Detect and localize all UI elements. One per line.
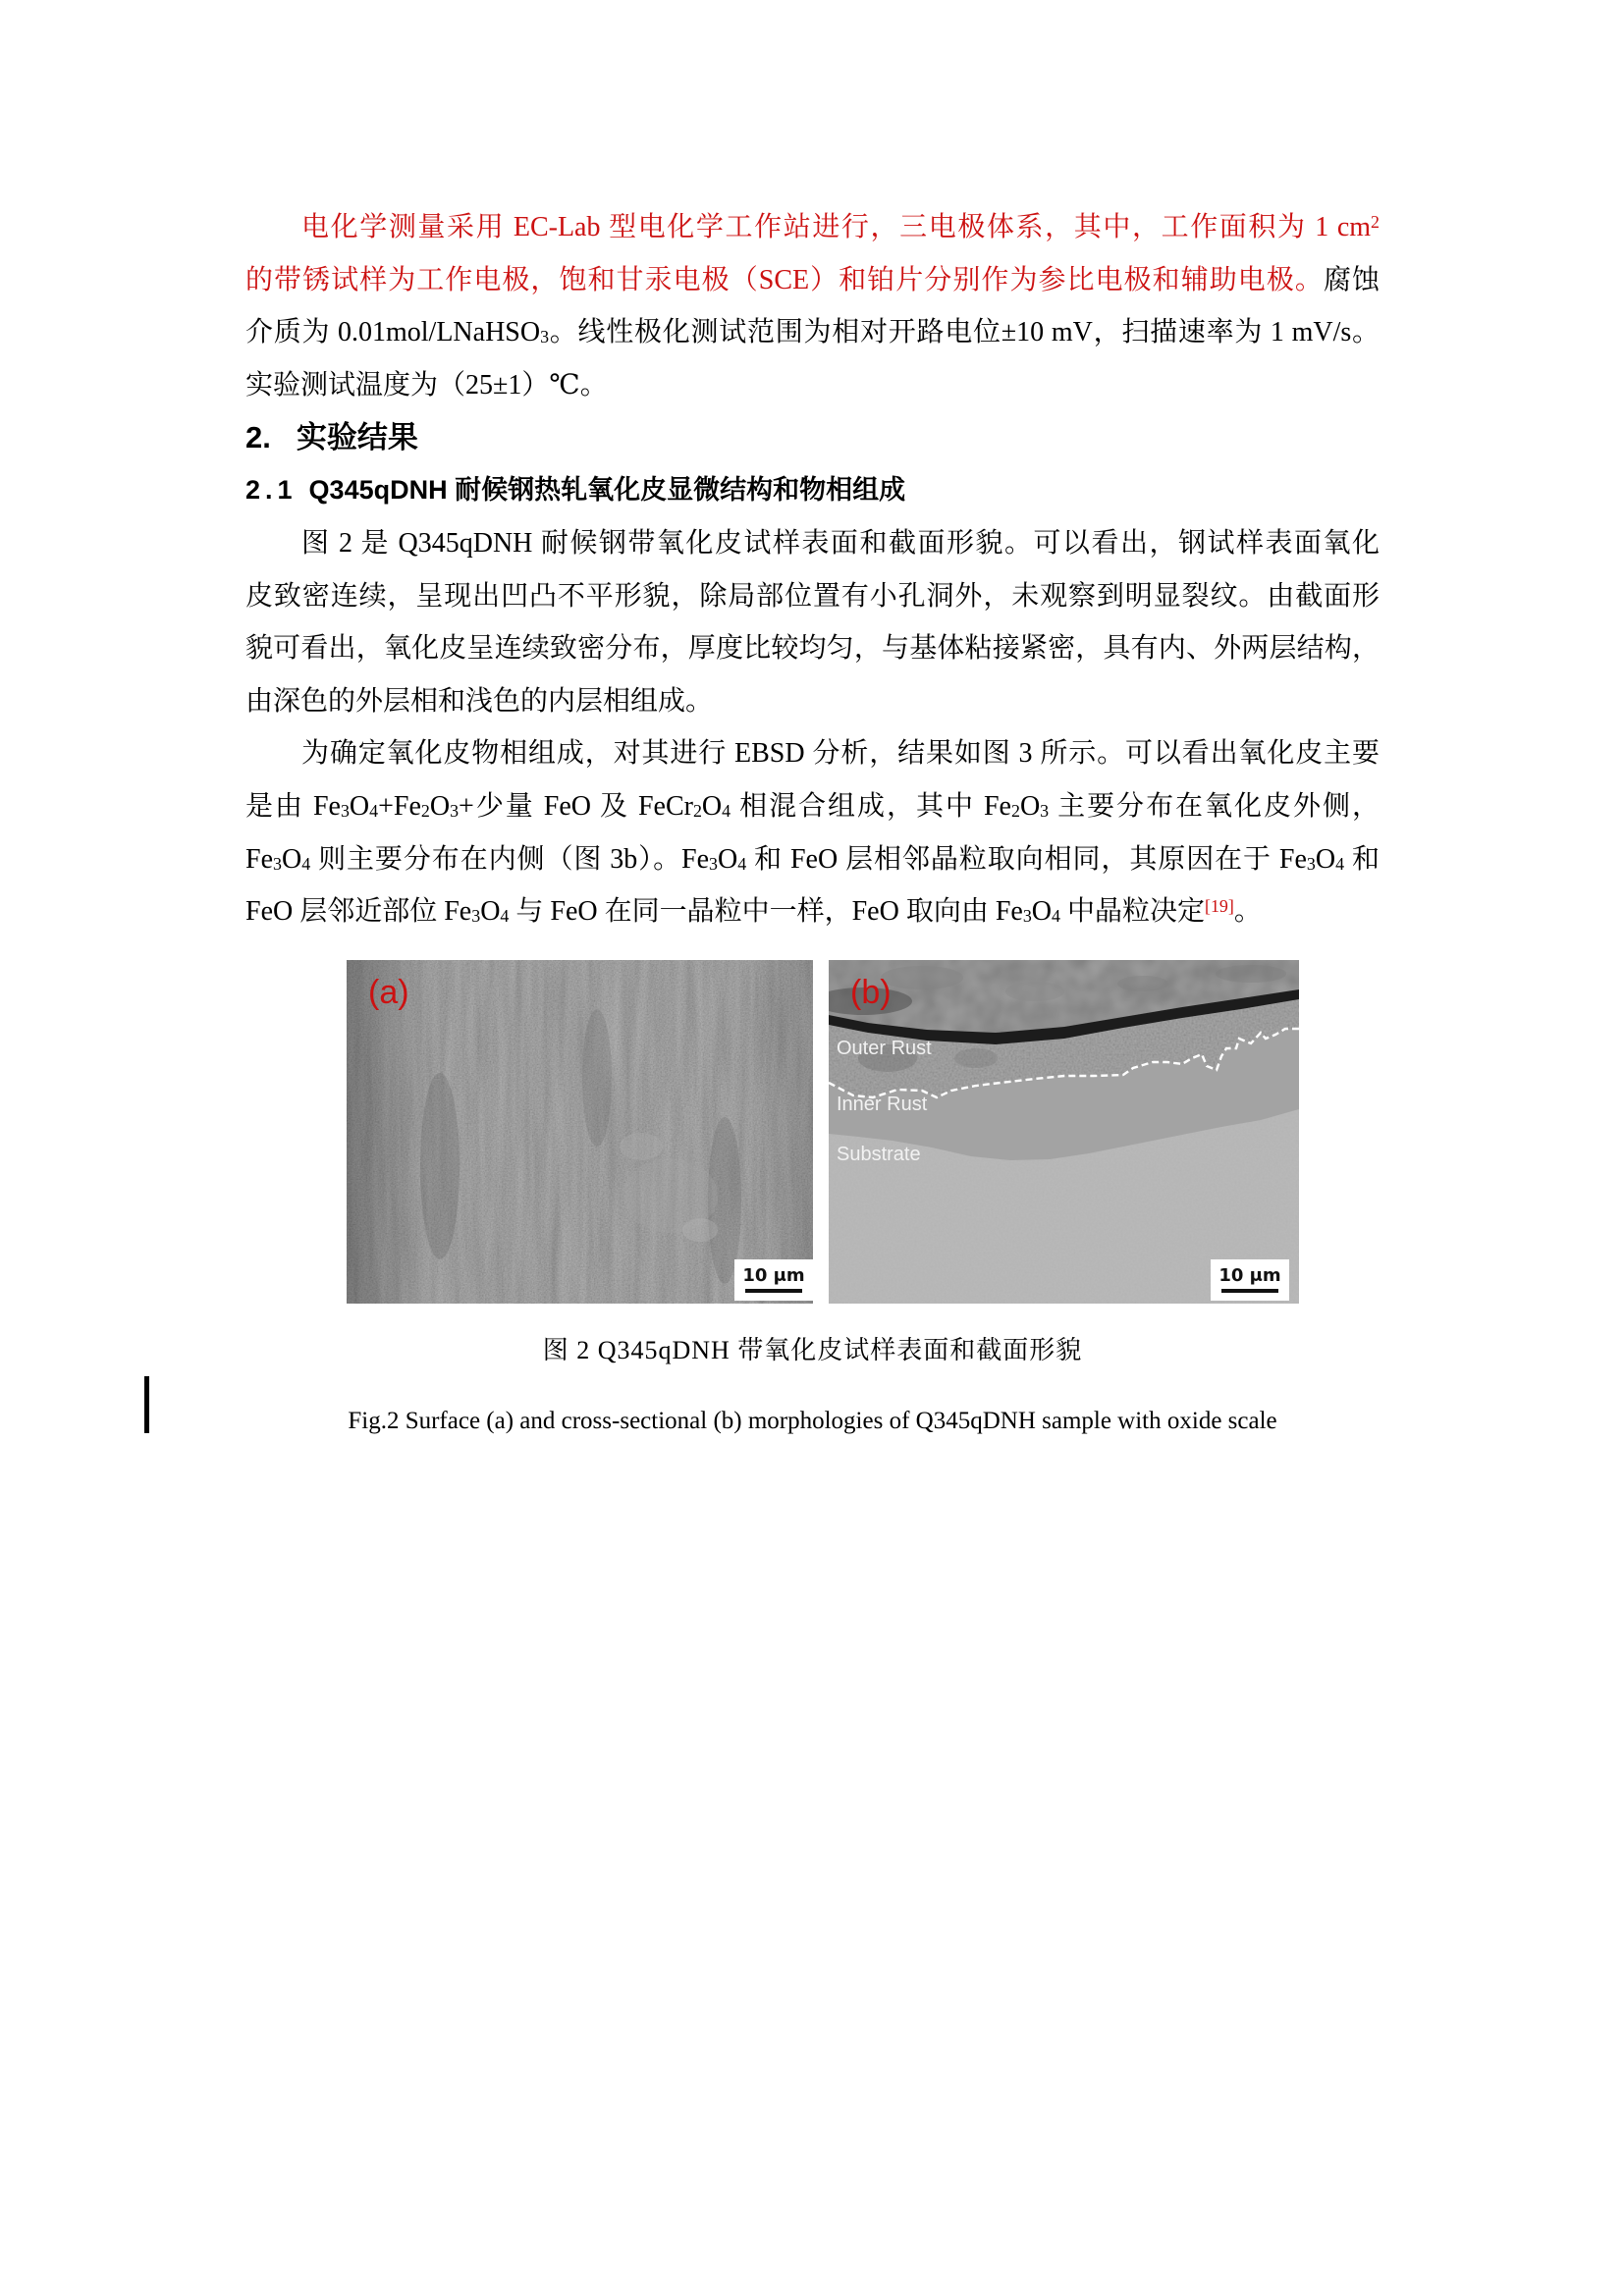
revision-change-bar (144, 1376, 149, 1433)
para-ebsd-line-3: Fe3O4 则主要分布在内侧（图 3b）。Fe3O4 和 FeO 层相邻晶粒取向相同，其原因在于 Fe3O4 和 (245, 843, 1380, 875)
para-methods-line-3: 介质为 0.01mol/LNaHSO3。线性极化测试范围为相对开路电位±10 mV，扫描速率为 1 mV/s。 (245, 317, 1380, 348)
annotation-outer-rust: Outer Rust (837, 1038, 932, 1059)
section-title: 实验结果 (296, 420, 418, 455)
subsection-heading (245, 464, 1380, 517)
figure-panel-a (347, 960, 813, 1304)
annotation-inner-rust: Inner Rust (837, 1094, 928, 1115)
panel-b-scale-bar (1221, 1289, 1278, 1293)
para-methods-line-4: 实验测试温度为（25±1）℃。 (245, 369, 608, 400)
body-text (245, 201, 1380, 938)
para-fig2-line-3: 貌可看出，氧化皮呈连续致密分布，厚度比较均匀，与基体粘接紧密，具有内、外两层结构， (245, 633, 1380, 665)
panel-a-scale-box (734, 1259, 813, 1301)
figure-caption-english: Fig.2 Surface (a) and cross-sectional (b) morphologies of Q345qDNH sample with oxide scale (348, 1408, 1277, 1434)
subsection-number: 2.1 (245, 475, 298, 506)
subsection-title: Q345qDNH 耐候钢热轧氧化皮显微结构和物相组成 (308, 475, 906, 506)
panel-a-label: (a) (368, 974, 409, 1011)
para-ebsd-line-1: 为确定氧化皮物相组成，对其进行 EBSD 分析，结果如图 3 所示。可以看出氧化皮主要 (301, 738, 1380, 770)
para-methods-line-1: 电化学测量采用 EC-Lab 型电化学工作站进行，三电极体系，其中，工作面积为 1 $cm^2$ (301, 211, 1380, 242)
section-number: 2. (245, 420, 271, 455)
para-methods-line-2: 的带锈试样为工作电极，饱和甘汞电极（SCE）和铂片分别作为参比电极和辅助电极。腐蚀 (245, 264, 1380, 295)
sem-cross-section-image (829, 960, 1299, 1304)
annotation-substrate: Substrate (837, 1144, 921, 1165)
para-fig2-line-2: 皮致密连续，呈现出凹凸不平形貌，除局部位置有小孔洞外，未观察到明显裂纹。由截面形 (245, 580, 1380, 612)
sem-surface-image (347, 960, 813, 1304)
para-ebsd-line-4: FeO 层邻近部位 Fe3O4 与 FeO 在同一晶粒中一样，FeO 取向由 Fe3O4 中晶粒决定[19]。 (245, 896, 1262, 928)
figure-panel-b (829, 960, 1299, 1304)
section-heading (245, 411, 1380, 464)
para-ebsd-line-2: 是由 Fe3O4+Fe2O3+少量 FeO 及 FeCr2O4 相混合组成，其中 Fe2O3 主要分布在氧化皮外侧， (245, 790, 1380, 822)
para-fig2-line-1: 图 2 是 Q345qDNH 耐候钢带氧化皮试样表面和截面形貌。可以看出，钢试样表面氧化 (301, 527, 1380, 559)
panel-a-scale-bar (745, 1289, 802, 1293)
para-fig2-line-4: 由深色的外层相和浅色的内层相组成。 (245, 685, 714, 717)
panel-a-scale-label: 10 μm (742, 1265, 805, 1286)
panel-b-label: (b) (850, 974, 892, 1011)
figure-2 (347, 960, 1299, 1304)
panel-b-scale-box (1211, 1259, 1289, 1301)
figure-caption-chinese: 图 2 Q345qDNH 带氧化皮试样表面和截面形貌 (542, 1336, 1083, 1364)
panel-b-scale-label: 10 μm (1218, 1265, 1281, 1286)
